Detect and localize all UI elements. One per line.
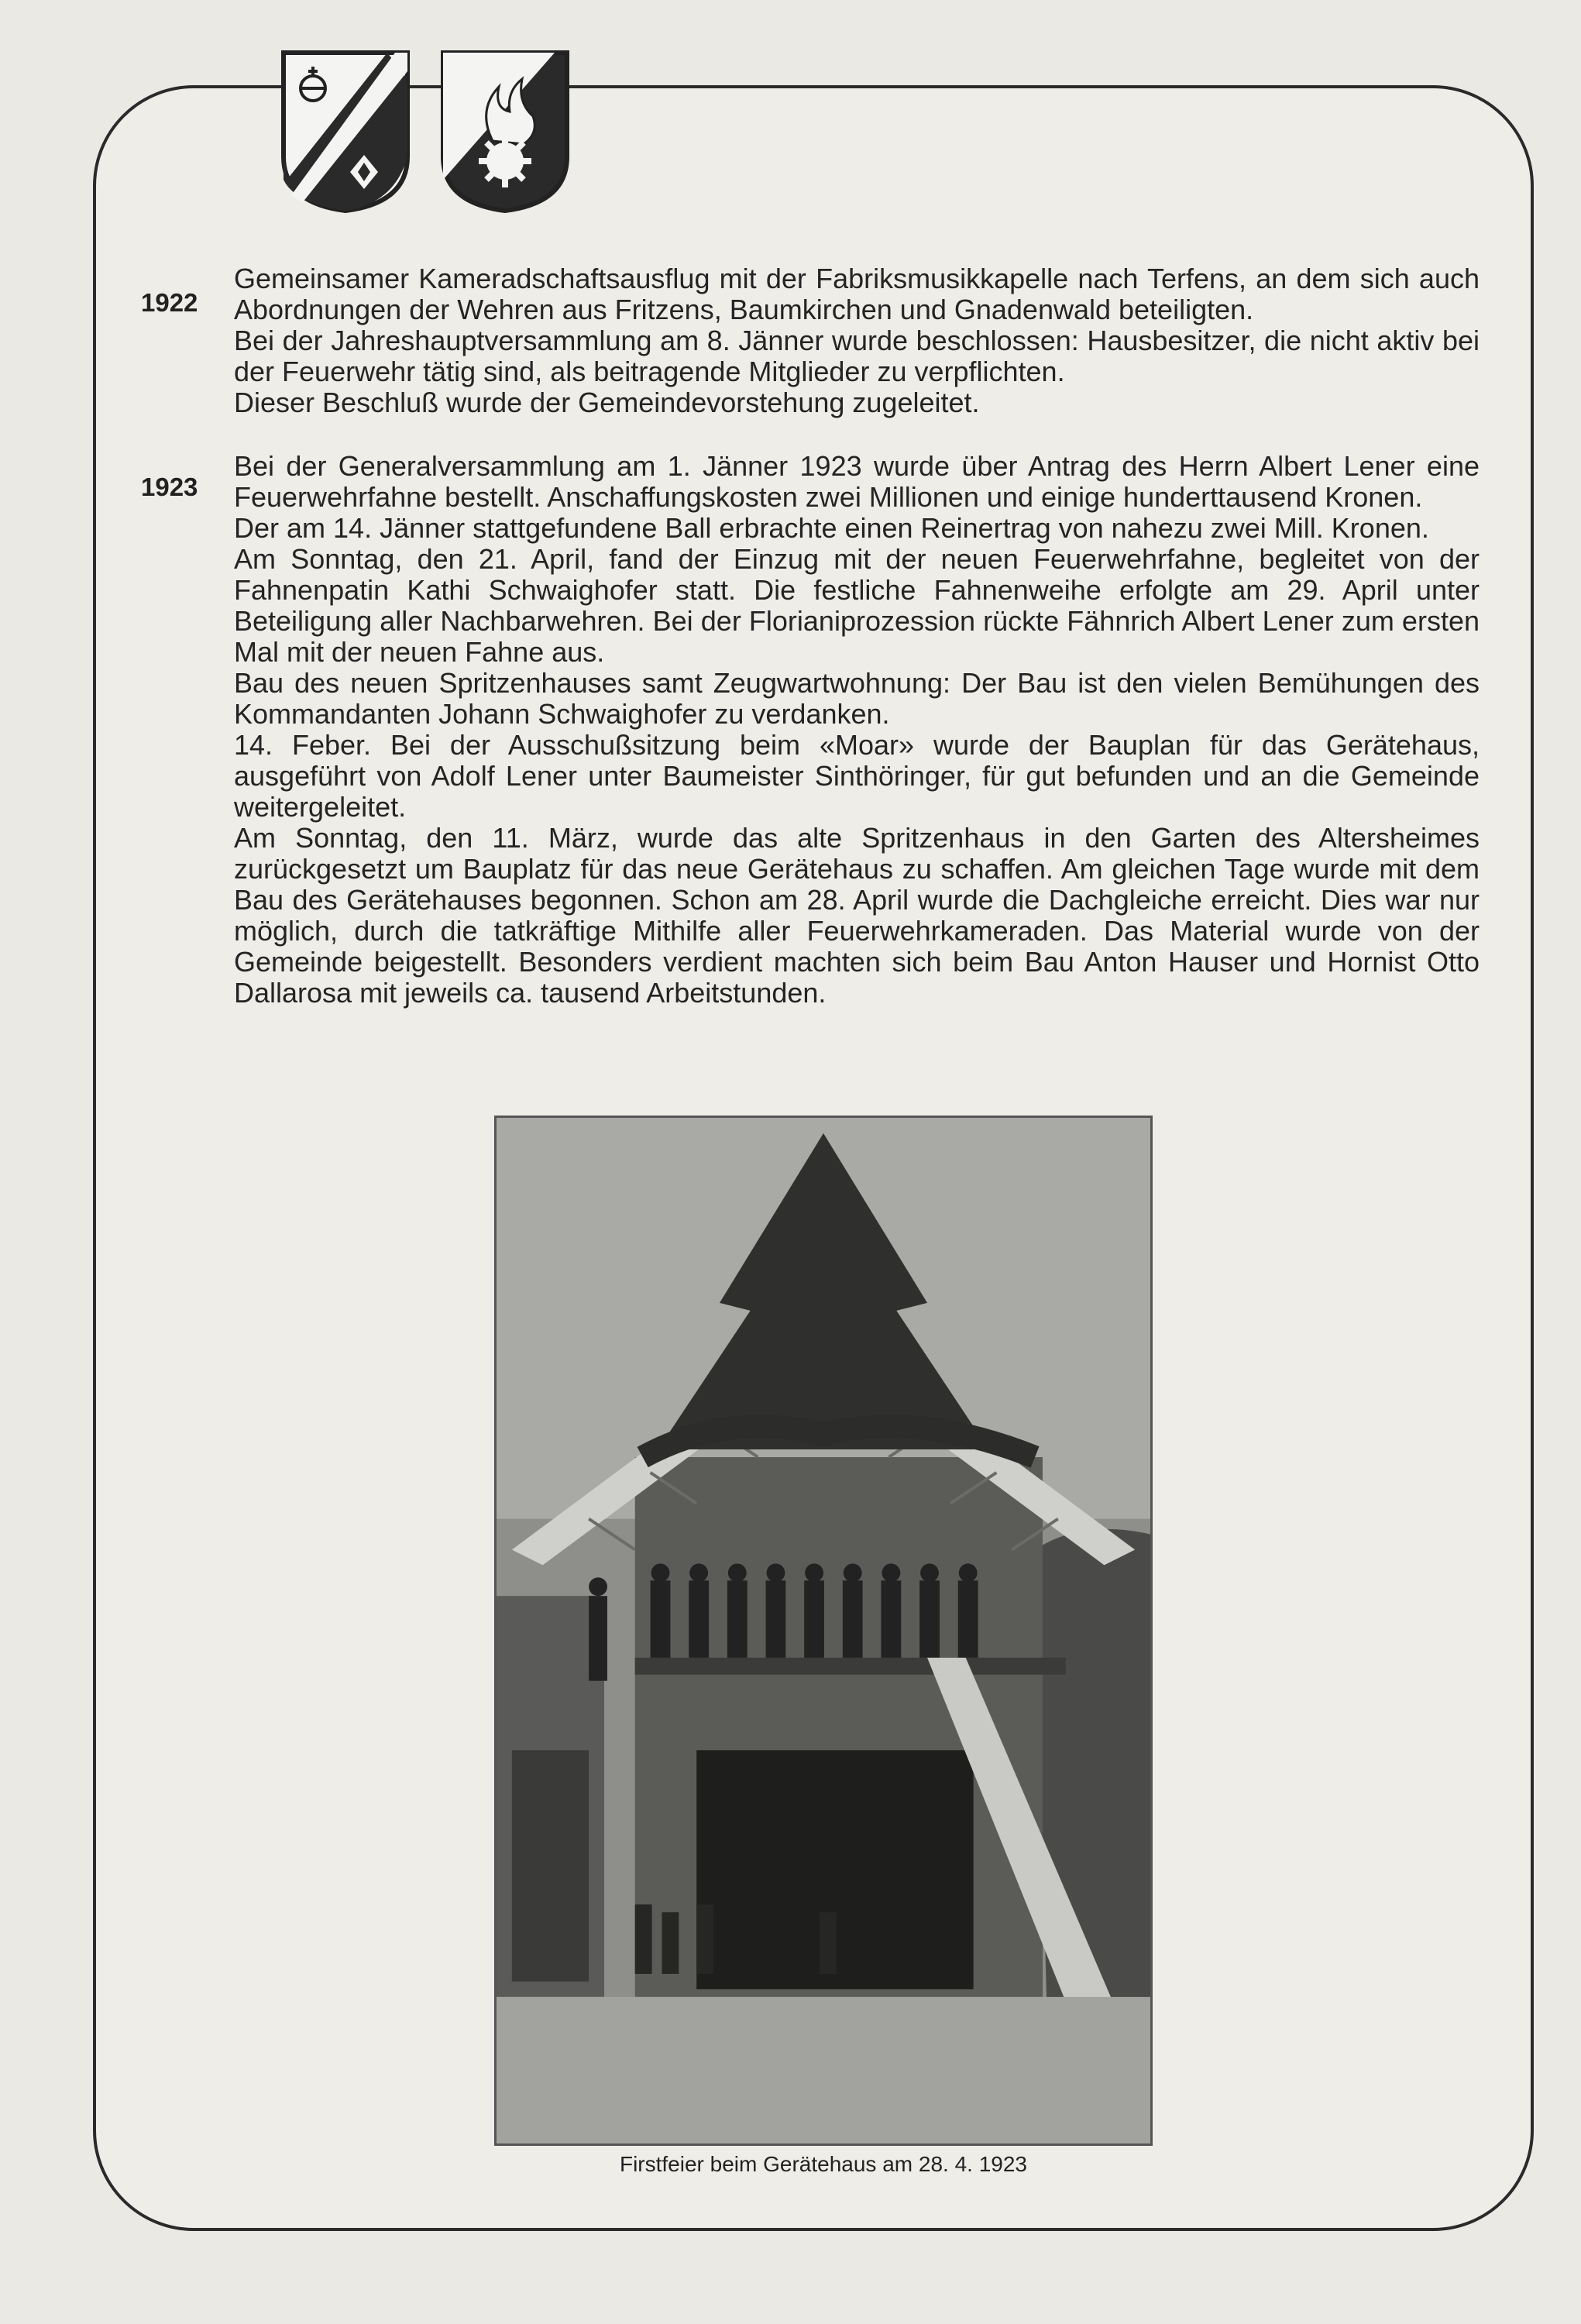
paragraph: Am Sonntag, den 11. März, wurde das alte Spritzenhaus in den Garten des Altersheimes zurückgesetzt um Bauplatz für das neue Gerätehaus zu schaffen. Am gleichen Tage wurde mit dem Bau des Gerätehauses begonnen. Schon am 28. April wurde die Dachgleiche erreicht. Dies war nur möglich, durch die tatkräftige Mithilfe aller Feuerwehrkameraden. Das Material wurde von der Gemeinde beigestellt. Besonders verdient machten sich beim Bau Anton Hauser und Hornist Otto Dallarosa mit jeweils ca. tausend Arbeitstunden. [234,822,1480,1009]
paragraph: Dieser Beschluß wurde der Gemeindevorstehung zugeleitet. [234,387,980,418]
paragraph: Bei der Jahreshauptversammlung am 8. Jänner wurde beschlossen: Hausbesitzer, die nicht aktiv bei der Feuerwehr tätig sind, als beitragende Mitglieder zu verpflichten. [234,325,1480,387]
year-label: 1922 [141,288,198,317]
paragraph: 14. Feber. Bei der Ausschußsitzung beim «Moar» wurde der Bauplan für das Gerätehaus, ausgeführt von Adolf Lener unter Baumeister Sinthöringer, für gut befunden und an die Gemeinde weitergeleitet. [234,729,1480,823]
historic-photo [494,1116,1153,2146]
paragraph: Bei der Generalversammlung am 1. Jänner 1923 wurde über Antrag des Herrn Albert Lener eine Feuerwehrfahne bestellt. Anschaffungskosten zwei Millionen und einige hunderttausend Kronen. [234,450,1480,513]
paragraph: Am Sonntag, den 21. April, fand der Einzug mit der neuen Feuerwehrfahne, begleitet von der Fahnenpatin Kathi Schwaighofer statt. Die festliche Fahnenweihe erfolgte am 29. April unter Beteiligung aller Nachbarwehren. Bei der Florianiprozession rückte Fähnrich Albert Lener zum ersten Mal mit der neuen Fahne aus. [234,543,1480,668]
entry-text-1923 [234,451,1480,1009]
coat-of-arms-left-icon [279,48,412,215]
paragraph: Der am 14. Jänner stattgefundene Ball erbrachte einen Reinertrag von nahezu zwei Mill. Kronen. [234,512,1429,544]
coat-of-arms-right-icon [438,48,572,215]
entry-text-1922 [234,263,1480,418]
paragraph: Gemeinsamer Kameradschaftsausflug mit der Fabriksmusikkapelle nach Terfens, an dem sich auch Abordnungen der Wehren aus Fritzens, Baumkirchen und Gnadenwald beteiligten. [234,263,1480,325]
year-label: 1923 [141,473,198,501]
paragraph: Bau des neuen Spritzenhauses samt Zeugwartwohnung: Der Bau ist den vielen Bemühungen des Kommandanten Johann Schwaighofer zu verdanken. [234,667,1480,730]
photo-caption: Firstfeier beim Gerätehaus am 28. 4. 1923 [619,2152,1028,2176]
